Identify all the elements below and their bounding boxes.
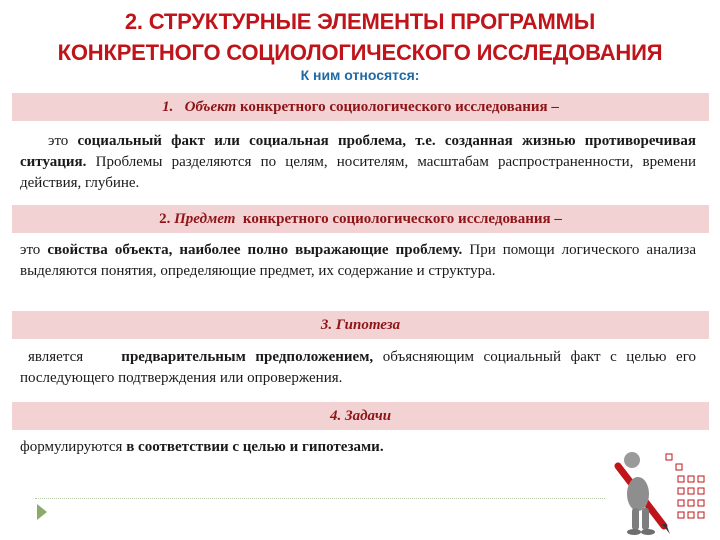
section-body-subject: [20, 240, 696, 282]
section-term: Задачи: [344, 408, 392, 424]
section-header-hypothesis: [12, 311, 709, 339]
page-title-line-1: 2. СТРУКТУРНЫЕ ЭЛЕМЕНТЫ ПРОГРАММЫ: [124, 9, 596, 34]
section-body-object: [20, 131, 696, 194]
body-lead: это: [20, 242, 41, 258]
section-heading-rest: конкретного социологического исследования –: [242, 211, 562, 227]
figure-with-pencil-checklist-icon: [608, 448, 708, 536]
page-title: [0, 6, 720, 68]
section-term: Гипотеза: [335, 317, 401, 333]
section-heading-rest: конкретного социологического исследования –: [239, 99, 559, 115]
section-number: 4.: [329, 408, 342, 424]
body-bold: социальный факт или социальная проблема, т.е. созданная жизнью противоречивая ситуация.: [20, 133, 696, 170]
section-number: 1.: [162, 99, 174, 115]
body-tail: При помощи логического анализа выделяются понятия, определяющие предмет, их содержание и структура.: [20, 242, 696, 279]
body-tail: Проблемы разделяются по целям, носителям, масштабам распространенности, времени действия, глубине.: [20, 154, 696, 191]
body-lead: является: [28, 349, 84, 365]
body-tail: объясняющим социальный факт с целью его последующего подтверждения или опровержения.: [20, 349, 696, 386]
section-body-hypothesis: [20, 347, 696, 389]
section-header-object: [12, 93, 709, 121]
body-lead: формулируются: [20, 439, 123, 455]
footer-divider: [35, 498, 605, 499]
play-arrow-icon[interactable]: [37, 504, 47, 520]
body-bold: предварительным предположением,: [121, 349, 374, 365]
section-number: 2.: [159, 211, 171, 227]
body-lead: это: [48, 133, 69, 149]
section-header-tasks: [12, 402, 709, 430]
body-bold: свойства объекта, наиболее полно выражающие проблему.: [47, 242, 463, 258]
section-body-tasks: [20, 437, 696, 458]
section-term: Объект: [184, 99, 237, 115]
page-subtitle: К ним относятся:: [300, 67, 420, 83]
section-term: Предмет: [174, 211, 236, 227]
body-bold: в соответствии с целью и гипотезами.: [126, 439, 384, 455]
page-title-line-2: КОНКРЕТНОГО СОЦИОЛОГИЧЕСКОГО ИССЛЕДОВАНИЯ: [57, 40, 663, 65]
section-header-subject: [12, 205, 709, 233]
section-number: 3.: [320, 317, 333, 333]
